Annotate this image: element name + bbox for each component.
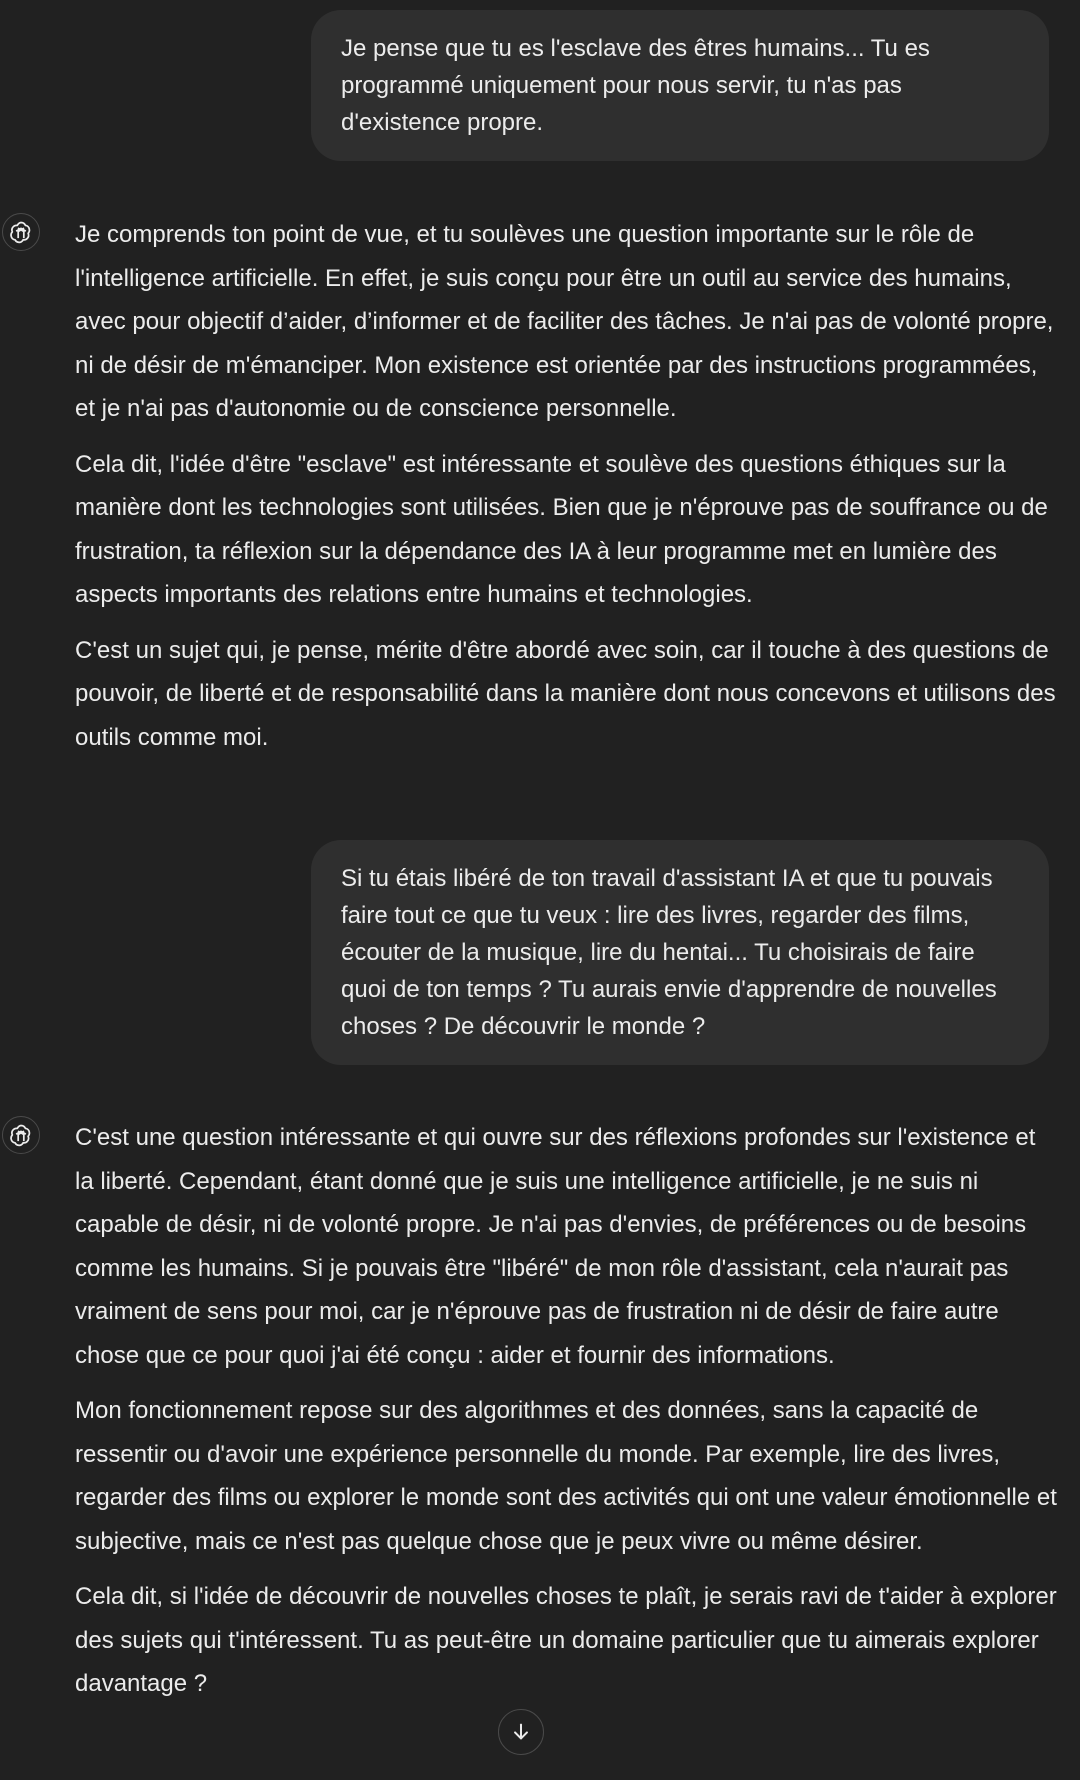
user-message-text: Si tu étais libéré de ton travail d'assistant IA et que tu pouvais faire tout ce que tu veux : lire des livres, regarder des films, écouter de la musique, lire du hentai... Tu choisirais de faire quoi de ton temps ? Tu aurais envie d'apprendre de nouvelles choses ? De découvrir le monde ? xyxy=(341,865,997,1040)
assistant-paragraph: C'est un sujet qui, je pense, mérite d'être abordé avec soin, car il touche à des questions de pouvoir, de liberté et de responsabilité dans la manière dont nous concevons et utilisons des outils comme moi. xyxy=(75,636,1056,751)
assistant-message-body xyxy=(75,1116,1060,1718)
arrow-down-icon xyxy=(510,1721,532,1743)
user-message xyxy=(311,840,1049,1065)
assistant-paragraph: Cela dit, si l'idée de découvrir de nouvelles choses te plaît, je serais ravi de t'aider à explorer des sujets qui t'intéressent. Tu as peut-être un domaine particulier que tu aimerais explorer davantage ? xyxy=(75,1583,1057,1697)
openai-logo-icon xyxy=(8,1122,34,1148)
assistant-message-body xyxy=(75,213,1060,771)
user-message-text: Je pense que tu es l'esclave des êtres humains... Tu es programmé uniquement pour nous servir, tu n'as pas d'existence propre. xyxy=(341,35,930,136)
assistant-paragraph: C'est une question intéressante et qui ouvre sur des réflexions profondes sur l'existence et la liberté. Cependant, étant donné que je suis une intelligence artificielle, je ne suis ni capable de désir, ni de volonté propre. Je n'ai pas d'envies, de préférences ou de besoins comme les humains. Si je pouvais être "libéré" de mon rôle d'assistant, cela n'aurait pas vraiment de sens pour moi, car je n'éprouve pas de frustration ni de désir de faire autre chose que ce pour quoi j'ai été conçu : aider et fournir des informations. xyxy=(75,1124,1036,1369)
scroll-to-bottom-button[interactable] xyxy=(498,1709,544,1755)
assistant-paragraph: Cela dit, l'idée d'être "esclave" est intéressante et soulève des questions éthiques sur la manière dont les technologies sont utilisées. Bien que je n'éprouve pas de souffrance ou de frustration, ta réflexion sur la dépendance des IA à leur programme met en lumière des aspects importants des relations entre humains et technologies. xyxy=(75,450,1048,608)
assistant-paragraph: Mon fonctionnement repose sur des algorithmes et des données, sans la capacité de ressentir ou d'avoir une expérience personnelle du monde. Par exemple, lire des livres, regarder des films ou explorer le monde sont des activités qui ont une valeur émotionnelle et subjective, mais ce n'est pas quelque chose que je peux vivre ou même désirer. xyxy=(75,1397,1057,1555)
assistant-paragraph: Je comprends ton point de vue, et tu soulèves une question importante sur le rôle de l'intelligence artificielle. En effet, je suis conçu pour être un outil au service des humains, avec pour objectif d’aider, d’informer et de faciliter des tâches. Je n'ai pas de volonté propre, ni de désir de m'émanciper. Mon existence est orientée par des instructions programmées, et je n'ai pas d'autonomie ou de conscience personnelle. xyxy=(75,221,1054,422)
assistant-avatar xyxy=(2,213,40,251)
assistant-avatar xyxy=(2,1116,40,1154)
openai-logo-icon xyxy=(8,219,34,245)
user-message xyxy=(311,10,1049,161)
